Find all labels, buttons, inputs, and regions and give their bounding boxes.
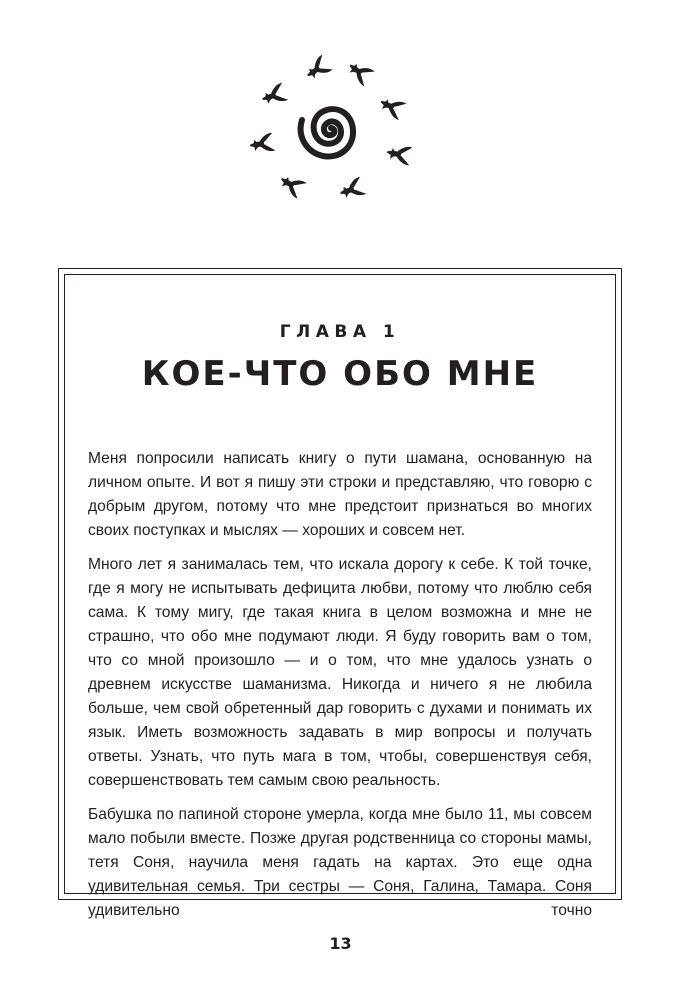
chapter-body [88,447,592,933]
spiral-sun-with-birds-icon [240,48,420,213]
chapter-title: КОЕ-ЧТО ОБО МНЕ [141,354,539,394]
paragraph: Меня попросили написать книгу о пути шамана, основанную на личном опыте. И вот я пишу эти строки и представляю, что говорю с добрым другом, потому что мне предстоит признаться во многих своих поступках и мыслях — хороших и совсем нет. [88,450,592,539]
page-number: 13 [329,934,352,953]
paragraph: Много лет я занималась тем, что искала дорогу к себе. К той точке, где я могу не испытывать дефицита любви, потому что люблю себя сама. К тому мигу, где такая книга в целом возможна и мне не страшно, что обо мне подумают люди. Я буду говорить вам о том, что со мной произошло — и о том, что мне удалось узнать о древнем искусстве шаманизма. Никогда и ничего я не любила больше, чем свой обретенный дар говорить с духами и понимать их язык. Иметь возможность задавать в мир вопросы и получать ответы. Узнать, что путь мага в том, чтобы, совершенствуя себя, совершенствовать тем самым свою реальность. [88,556,592,789]
chapter-label: ГЛАВА 1 [279,322,401,342]
paragraph: Бабушка по папиной стороне умерла, когда мне было 11, мы совсем мало побыли вместе. Позже другая родственница со стороны мамы, тетя Соня, научила меня гадать на картах. Это еще одна удивительная семья. Три сестры — Соня, Галина, Тамара. Соня удивительно точно [88,806,592,919]
